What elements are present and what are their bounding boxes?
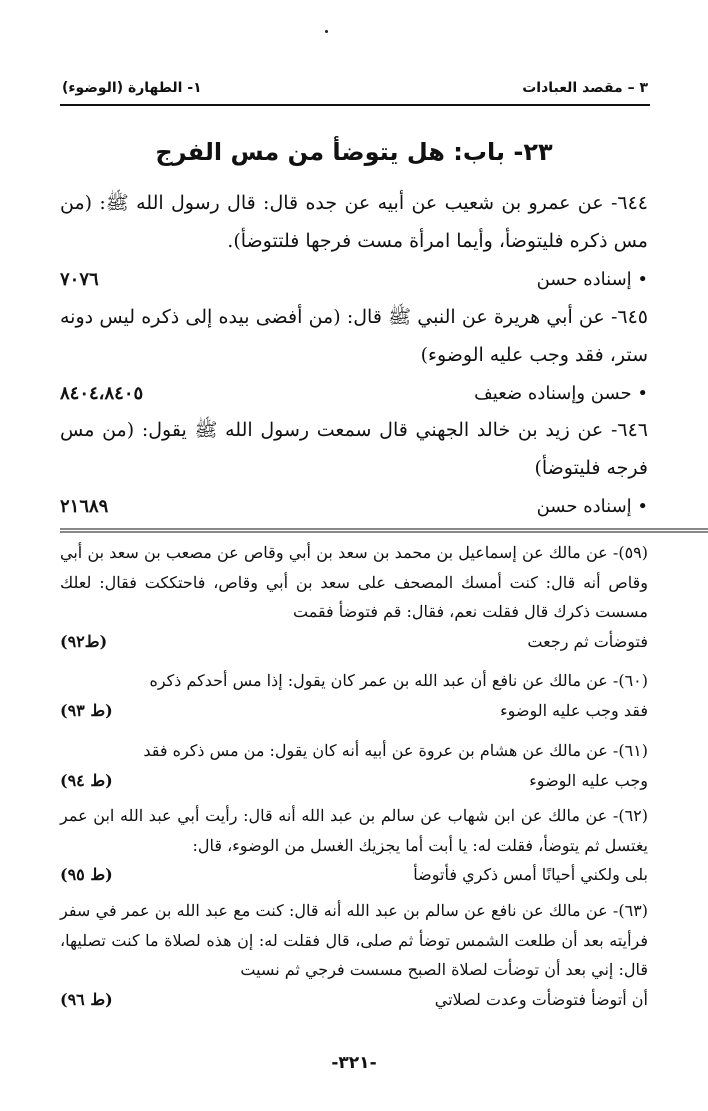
grade-row bbox=[60, 374, 648, 412]
hadith-645 bbox=[60, 298, 648, 412]
note-text: (٦١)- عن مالك عن هشام بن عروة عن أبيه أنه كان يقول: من مس ذكره فقد bbox=[143, 741, 648, 760]
section-divider bbox=[60, 522, 708, 536]
note-62 bbox=[60, 801, 648, 890]
note-text: (٥٩)- عن مالك عن إسماعيل بن محمد بن سعد بن أبي وقاص عن مصعب بن سعد بن أبي وقاص أنه قال: كنت أمسك المصحف على سعد بن أبي وقاص، فاحتككت فقال: لعلك مسست ذكرك قال فقلت نعم، فقال: قم فتوضأ فقمت bbox=[60, 543, 648, 621]
note-60 bbox=[60, 666, 648, 725]
hadith-grade: • حسن وإسناده ضعيف bbox=[474, 382, 648, 404]
note-63 bbox=[60, 896, 648, 1014]
hadith-grade: • إسناده حسن bbox=[536, 268, 648, 290]
header-section-title: ٣ – مقصد العبادات bbox=[522, 80, 648, 96]
hadith-grade: • إسناده حسن bbox=[536, 495, 648, 517]
note-last-line bbox=[60, 766, 648, 796]
note-reference: (ط ٩٣) bbox=[60, 700, 113, 720]
hadith-reference-numbers: ٨٤٠٤،٨٤٠٥ bbox=[60, 382, 144, 404]
note-59 bbox=[60, 538, 648, 656]
header-chapter-title: ١- الطهارة (الوضوء) bbox=[62, 80, 202, 96]
header-rule bbox=[60, 104, 650, 106]
note-reference: (ط ٩٦) bbox=[60, 989, 113, 1009]
hadith-text: ٦٤٦- عن زيد بن خالد الجهني قال سمعت رسول الله ﷺ يقول: (من مس فرجه فليتوضأ) bbox=[60, 419, 648, 479]
note-reference: (ط ٩٥) bbox=[60, 865, 113, 885]
note-last-text: وجب عليه الوضوء bbox=[529, 770, 648, 790]
grade-row bbox=[60, 260, 648, 298]
grade-row bbox=[60, 487, 648, 525]
chapter-title: ٢٣- باب: هل يتوضأ من مس الفرج bbox=[155, 138, 553, 166]
hadith-646 bbox=[60, 411, 648, 525]
note-last-line bbox=[60, 860, 648, 890]
page-number: -٣٢١- bbox=[331, 1053, 377, 1073]
hadith-text: ٦٤٤- عن عمرو بن شعيب عن أبيه عن جده قال: قال رسول الله ﷺ: (من مس ذكره فليتوضأ، وأيما امرأة مست فرجها فلتتوضأ). bbox=[60, 192, 648, 252]
running-header bbox=[62, 75, 648, 101]
hadith-reference-numbers: ٢١٦٨٩ bbox=[60, 495, 109, 517]
note-last-text: فتوضأت ثم رجعت bbox=[527, 631, 648, 651]
note-last-line bbox=[60, 696, 648, 726]
hadith-text: ٦٤٥- عن أبي هريرة عن النبي ﷺ قال: (من أفضى بيده إلى ذكره ليس دونه ستر، فقد وجب عليه الوضوء) bbox=[60, 306, 648, 366]
note-last-text: بلى ولكني أحيانًا أمس ذكري فأتوضأ bbox=[413, 865, 648, 885]
hadith-reference-numbers: ٧٠٧٦ bbox=[60, 268, 99, 290]
note-last-line bbox=[60, 627, 648, 657]
note-61 bbox=[60, 736, 648, 795]
hadith-644 bbox=[60, 184, 648, 298]
note-last-text: أن أتوضأ فتوضأت وعدت لصلاتي bbox=[434, 989, 648, 1009]
ink-dot bbox=[325, 30, 328, 33]
note-reference: (ط ٩٤) bbox=[60, 770, 113, 790]
note-last-line bbox=[60, 985, 648, 1015]
note-text: (٦٢)- عن مالك عن ابن شهاب عن سالم بن عبد الله أنه قال: رأيت أبي عبد الله ابن عمر يغتسل ثم يتوضأ، فقلت له: يا أبت أما يجزيك الغسل من الوضوء، قال: bbox=[60, 806, 648, 855]
note-last-text: فقد وجب عليه الوضوء bbox=[500, 700, 648, 720]
note-text: (٦٣)- عن مالك عن نافع عن سالم بن عبد الله أنه قال: كنت مع عبد الله بن عمر في سفر فرأيته بعد أن طلعت الشمس توضأ ثم صلى، قال فقلت له: إن هذه لصلاة ما كنت تصليها، قال: إني بعد أن توضأت لصلاة الصبح مسست فرجي ثم نسيت bbox=[60, 901, 648, 979]
note-text: (٦٠)- عن مالك عن نافع أن عبد الله بن عمر كان يقول: إذا مس أحدكم ذكره bbox=[149, 671, 648, 690]
note-reference: (ط٩٢) bbox=[60, 631, 108, 651]
